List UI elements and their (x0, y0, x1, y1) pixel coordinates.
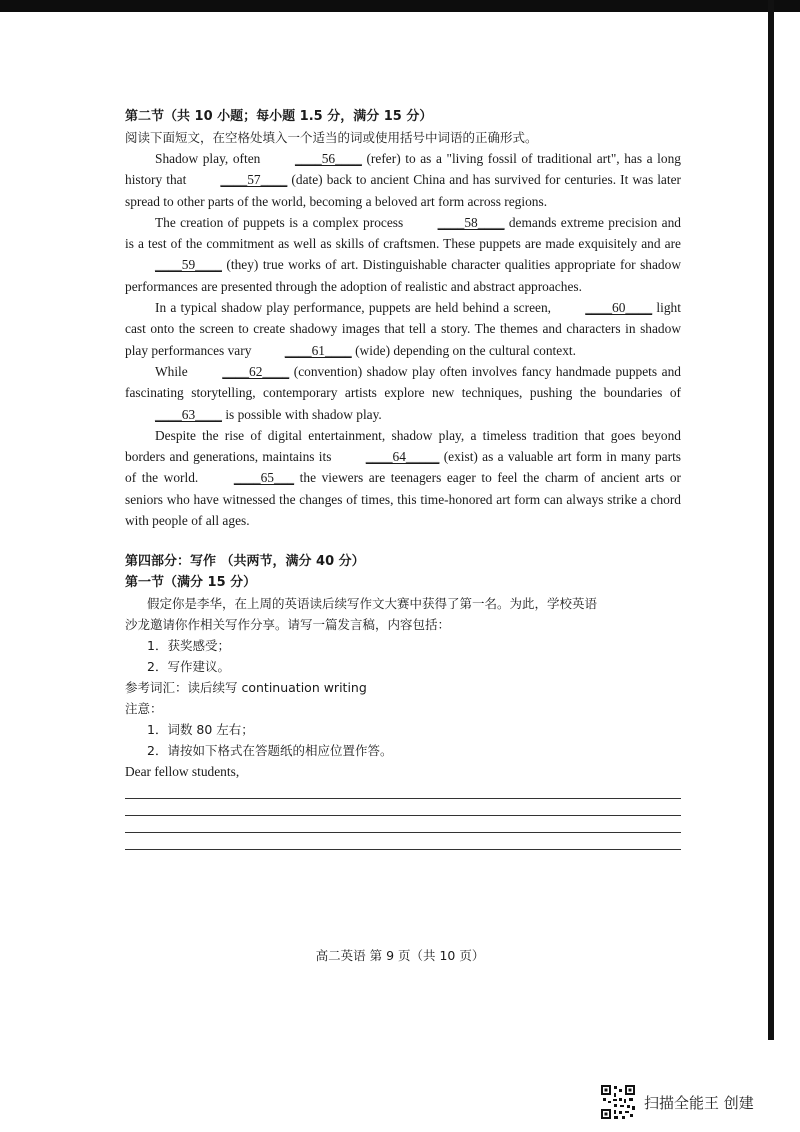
p5-text-3: the viewers are teenagers eager to feel the charm of ancient arts or seniors who have witnessed the changes of times, this time-honored art form can always strike a chord with people of all ages. (125, 470, 681, 529)
qr-code-icon (600, 1084, 636, 1120)
prompt-line-1: 假定你是李华，在上周的英语读后续写作文大赛中获得了第一名。为此，学校英语 (147, 596, 598, 612)
prompt-line-2: 沙龙邀请你作相关写作分享。请写一篇发言稿，内容包括： (125, 617, 451, 633)
blank-61: ____61____ (284, 342, 352, 358)
blank-60: ____60____ (585, 300, 653, 316)
passage-paragraph-2 (125, 212, 681, 297)
page-footer: 高二英语 第 9 页（共 10 页） (315, 948, 485, 963)
scan-top-edge (0, 0, 800, 12)
answer-line (125, 815, 681, 816)
p4-text-2: (convention) shadow play often involves fancy handmade puppets and fascinating storytelling, contemporary artists explore new techniques, pushing the boundaries of (125, 363, 681, 401)
blank-62: ____62____ (222, 363, 290, 379)
p3-text-2: light cast onto the screen to create shadowy images that tell a story. The themes and characters in shadow play performances vary (125, 300, 681, 358)
notes-label: 注意： (125, 701, 163, 717)
answer-lines (125, 798, 681, 850)
passage-paragraph-5 (125, 425, 681, 531)
content-item-1: 1．获奖感受； (147, 638, 230, 654)
passage-paragraph-3 (125, 297, 681, 361)
vocab-reference: 参考词汇：读后续写 continuation writing (125, 680, 367, 696)
p2-text-2: demands extreme precision and is a test of the commitment as well as skills of craftsmen. These puppets are made exquisitely and are (125, 214, 681, 252)
blank-65: ____65___ (233, 470, 295, 486)
p3-text-1: In a typical shadow play performance, puppets are held behind a screen, (155, 300, 551, 316)
answer-line (125, 832, 681, 833)
note-1: 1．词数 80 左右； (147, 722, 254, 738)
section2-instruction: 阅读下面短文，在空格处填入一个适当的词或使用括号中词语的正确形式。 (125, 130, 538, 145)
p1-text-2: (refer) to as a "living fossil of traditional art", has a long history that (125, 151, 681, 188)
watermark-text: 扫描全能王 创建 (644, 1094, 754, 1112)
p2-text-3: (they) true works of art. Distinguishable character qualities appropriate for shadow performances are presented through the adoption of realistic and abstract approaches. (125, 257, 681, 294)
passage-paragraph-4 (125, 361, 681, 425)
content-item-2: 2．写作建议。 (147, 659, 230, 675)
blank-63: ____63____ (155, 406, 222, 422)
cloze-passage (125, 148, 681, 531)
p5-text-1: Despite the rise of digital entertainment, shadow play, a timeless tradition that goes beyond borders and generations, maintains its (125, 427, 681, 465)
blank-56: ____56____ (294, 151, 362, 166)
scanner-watermark (596, 1082, 796, 1122)
blank-59: ____59____ (155, 257, 222, 273)
part4-heading: 第四部分：写作 （共两节，满分 40 分） (125, 554, 365, 570)
section-spacer (125, 531, 681, 551)
p3-text-3: (wide) depending on the cultural context. (355, 342, 576, 358)
p1-text-1: Shadow play, often (155, 151, 261, 166)
p4-text-3: is possible with shadow play. (225, 406, 382, 422)
blank-58: ____58____ (437, 214, 505, 230)
answer-line (125, 849, 681, 850)
letter-salutation: Dear fellow students, (125, 764, 240, 780)
p5-text-2: (exist) as a valuable art form in many parts of the world. (125, 449, 681, 486)
p4-text-1: While (155, 363, 188, 379)
p2-text-1: The creation of puppets is a complex process (155, 214, 404, 230)
blank-64: ____64_____ (365, 449, 440, 465)
passage-paragraph-1 (125, 148, 681, 212)
note-2: 2．请按如下格式在答题纸的相应位置作答。 (147, 743, 393, 759)
section2-heading: 第二节（共 10 小题；每小题 1.5 分，满分 15 分） (125, 109, 433, 124)
part4-section1-heading: 第一节（满分 15 分） (125, 575, 257, 591)
p1-text-3: (date) back to ancient China and has survived for centuries. It was later spread to other parts of the world, becoming a beloved art form across regions. (125, 172, 682, 209)
exam-page-content (125, 106, 681, 850)
scan-right-edge (768, 0, 774, 1040)
blank-57: ____57____ (220, 172, 288, 188)
answer-line (125, 798, 681, 799)
